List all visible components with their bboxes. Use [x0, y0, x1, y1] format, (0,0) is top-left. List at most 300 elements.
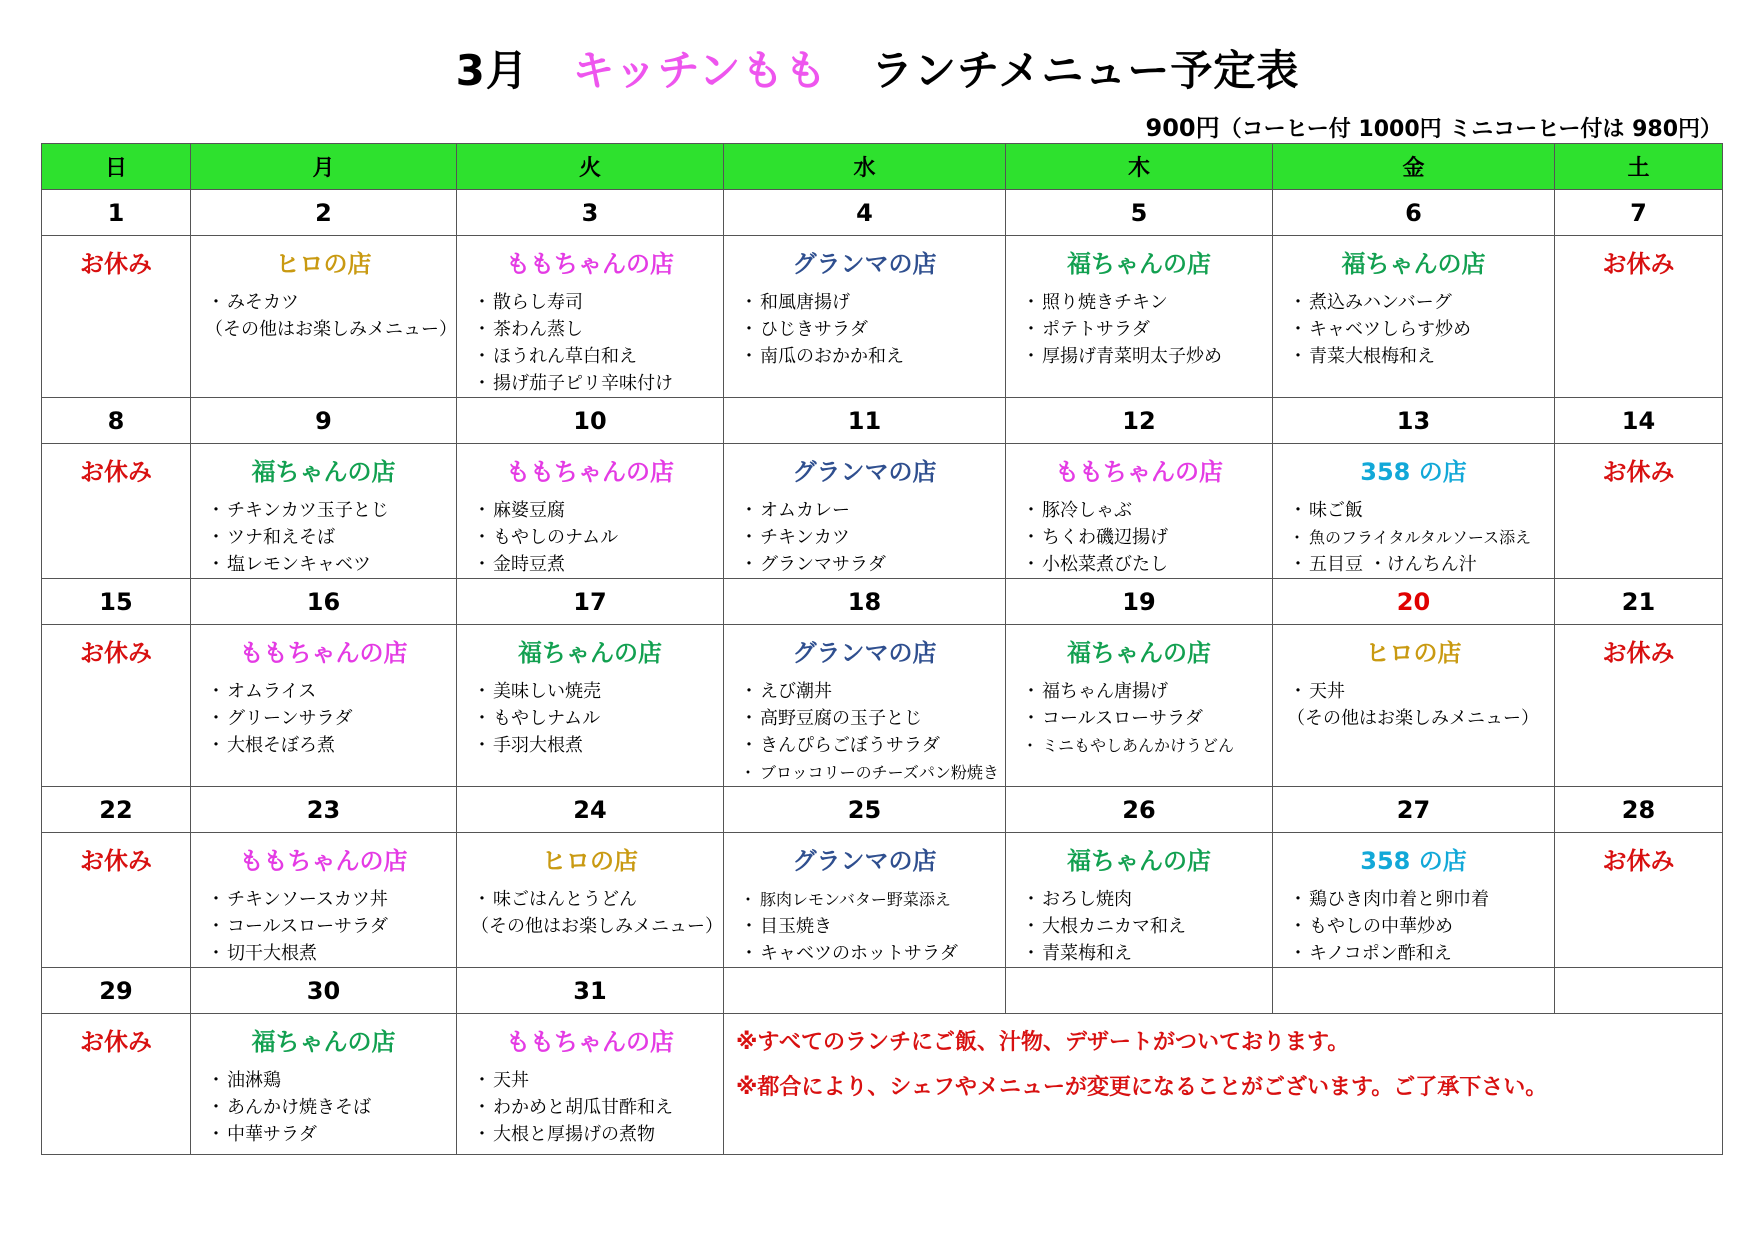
shop-name: お休み: [80, 458, 152, 486]
menu-item-text: 天丼: [1309, 681, 1345, 702]
shop-name: ヒロの店: [1365, 639, 1462, 667]
menu-item: [740, 289, 1005, 316]
bullet-icon: ・: [740, 346, 758, 367]
date-cell: 23: [191, 787, 457, 833]
bullet-icon: ・: [1289, 554, 1307, 575]
menu-cell: [42, 1014, 191, 1155]
bullet-icon: ・: [207, 735, 225, 756]
bullet-icon: ・: [740, 319, 758, 340]
menu-item-text: オムカレー: [760, 500, 850, 521]
menu-item: [1289, 940, 1554, 967]
title-text: ランチメニュー予定表: [871, 46, 1300, 95]
menu-cell: [457, 444, 724, 579]
weekday-fri: 金: [1273, 144, 1555, 190]
menu-row: [42, 444, 1723, 579]
menu-item-text: 豚肉レモンバター野菜添え: [760, 890, 951, 909]
menu-item-text: チキンソースカツ丼: [227, 889, 388, 910]
menu-item: [1289, 886, 1554, 913]
menu-item: [1022, 732, 1272, 759]
menu-item-text: 大根と厚揚げの煮物: [493, 1124, 655, 1145]
menu-item-text: ちくわ磯辺揚げ: [1042, 527, 1168, 548]
weekday-tue: 火: [457, 144, 724, 190]
menu-item-text: 手羽大根煮: [493, 735, 583, 756]
menu-row: [42, 236, 1723, 398]
menu-item: [207, 1121, 456, 1148]
bullet-icon: ・: [207, 292, 225, 313]
bullet-icon: ・: [1289, 346, 1307, 367]
menu-item-text: もやしナムル: [493, 708, 601, 729]
menu-list: [1273, 289, 1554, 370]
bullet-icon: ・: [473, 708, 491, 729]
menu-item: [1022, 343, 1272, 370]
bullet-icon: ・: [1022, 319, 1040, 340]
menu-item-text: あんかけ焼きそば: [227, 1097, 371, 1118]
menu-item: [1022, 886, 1272, 913]
price-main: 900円: [1145, 114, 1220, 142]
shop-name: 福ちゃんの店: [518, 639, 662, 667]
menu-item: [1289, 678, 1554, 705]
weekday-wed: 水: [724, 144, 1006, 190]
menu-cell: [457, 236, 724, 398]
menu-item: [473, 316, 723, 343]
bullet-icon: ・: [207, 527, 225, 548]
bullet-icon: ・: [1289, 916, 1307, 937]
menu-item: [207, 1094, 456, 1121]
menu-cell: [191, 444, 457, 579]
menu-list: [1006, 289, 1272, 370]
bullet-icon: ・: [740, 554, 758, 575]
bullet-icon: ・: [1022, 916, 1040, 937]
shop-name: ももちゃんの店: [1055, 458, 1223, 486]
menu-item-text: 麻婆豆腐: [493, 500, 565, 521]
menu-item: [207, 678, 456, 705]
menu-row: [42, 1014, 1723, 1155]
menu-item: [740, 316, 1005, 343]
bullet-icon: ・: [1022, 889, 1040, 910]
page-title: [0, 38, 1755, 98]
bullet-icon: ・: [207, 1097, 225, 1118]
bullet-icon: ・: [473, 346, 491, 367]
menu-item-text: 茶わん蒸し: [493, 319, 583, 340]
menu-item-text: 塩レモンキャベツ: [227, 554, 371, 575]
bullet-icon: ・: [1289, 319, 1307, 340]
bullet-icon: ・: [473, 500, 491, 521]
date-cell: 25: [724, 787, 1006, 833]
menu-item-text: おろし焼肉: [1042, 889, 1132, 910]
menu-item-text: 五目豆 ・けんちん汁: [1309, 554, 1477, 575]
shop-name: お休み: [1602, 250, 1675, 278]
date-cell: 5: [1006, 190, 1273, 236]
date-cell: 24: [457, 787, 724, 833]
date-cell: 12: [1006, 398, 1273, 444]
date-cell: 17: [457, 579, 724, 625]
bullet-icon: ・: [1289, 943, 1307, 964]
menu-item: [207, 940, 456, 967]
menu-item: [207, 886, 456, 913]
menu-item-text: 大根カニカマ和え: [1042, 916, 1186, 937]
bullet-icon: ・: [207, 500, 225, 521]
shop-name: お休み: [80, 847, 152, 875]
bullet-icon: ・: [740, 890, 757, 909]
menu-item: [740, 913, 1005, 940]
weekday-mon: 月: [191, 144, 457, 190]
date-row: [42, 579, 1723, 625]
menu-item-text: オムライス: [227, 681, 317, 702]
date-cell: 14: [1555, 398, 1723, 444]
menu-item: [207, 732, 456, 759]
menu-cell: [1273, 444, 1555, 579]
menu-item: [1289, 524, 1554, 551]
menu-item-text: もやしのナムル: [493, 527, 619, 548]
menu-cell: [1006, 444, 1273, 579]
menu-list: [457, 497, 723, 578]
menu-list: [1006, 678, 1272, 759]
menu-item: [740, 886, 1005, 913]
menu-item-text: キャベツしらす炒め: [1309, 319, 1471, 340]
menu-item-text: えび潮丼: [760, 681, 832, 702]
menu-item-text: 厚揚げ青菜明太子炒め: [1042, 346, 1222, 367]
bullet-icon: ・: [1022, 554, 1040, 575]
menu-item-text: 鶏ひき肉巾着と卵巾着: [1309, 889, 1489, 910]
bullet-icon: ・: [473, 681, 491, 702]
shop-name: お休み: [1602, 847, 1675, 875]
menu-item: [207, 551, 456, 578]
menu-item-text: 豚冷しゃぶ: [1042, 500, 1132, 521]
menu-item-text: ポテトサラダ: [1042, 319, 1150, 340]
bullet-icon: ・: [473, 889, 491, 910]
menu-item: [1289, 316, 1554, 343]
menu-list: [724, 497, 1005, 578]
menu-item-text: 味ごはんとうどん: [493, 889, 637, 910]
menu-cell: [1555, 444, 1723, 579]
menu-item: [1289, 289, 1554, 316]
menu-item-text: もやしの中華炒め: [1309, 916, 1453, 937]
menu-cell: [724, 236, 1006, 398]
bullet-icon: ・: [473, 373, 491, 394]
date-cell: 2: [191, 190, 457, 236]
bullet-icon: ・: [1022, 708, 1040, 729]
date-cell: 28: [1555, 787, 1723, 833]
menu-item: [1022, 497, 1272, 524]
date-cell: 1: [42, 190, 191, 236]
weekday-thu: 木: [1006, 144, 1273, 190]
bullet-icon: ・: [1022, 681, 1040, 702]
bullet-icon: ・: [473, 1070, 491, 1091]
date-cell: 22: [42, 787, 191, 833]
bullet-icon: ・: [207, 681, 225, 702]
shop-name: 福ちゃんの店: [1067, 639, 1211, 667]
notices: [724, 1014, 1722, 1110]
menu-cell: [42, 625, 191, 787]
shop-name: お休み: [1602, 639, 1675, 667]
menu-item-text: 青菜梅和え: [1042, 943, 1132, 964]
menu-list: [457, 678, 723, 759]
shop-name: 358 の店: [1360, 458, 1467, 486]
price-info: [1146, 108, 1722, 143]
menu-item-text: ブロッコリーのチーズパン粉焼き: [760, 763, 999, 782]
menu-cell: [1555, 236, 1723, 398]
bullet-icon: ・: [473, 1097, 491, 1118]
shop-name: グランマの店: [792, 847, 937, 875]
menu-cell: [1273, 236, 1555, 398]
menu-cell: [724, 833, 1006, 968]
menu-item: [473, 1094, 723, 1121]
shop-name: お休み: [80, 639, 152, 667]
bullet-icon: ・: [740, 943, 758, 964]
shop-name: 福ちゃんの店: [1067, 250, 1211, 278]
shop-name: ヒロの店: [542, 847, 638, 875]
menu-item-text: グランマサラダ: [760, 554, 886, 575]
date-row: [42, 190, 1723, 236]
date-row: [42, 787, 1723, 833]
bullet-icon: ・: [740, 916, 758, 937]
menu-list: [191, 289, 456, 316]
bullet-icon: ・: [740, 292, 758, 313]
menu-item-text: ツナ和えそば: [227, 527, 335, 548]
weekday-sun: 日: [42, 144, 191, 190]
menu-item-text: 照り焼きチキン: [1042, 292, 1168, 313]
menu-item: [740, 524, 1005, 551]
menu-cell: [191, 833, 457, 968]
menu-item-text: キノコポン酢和え: [1309, 943, 1452, 964]
bullet-icon: ・: [207, 1124, 225, 1145]
menu-note: （その他はお楽しみメニュー）: [1287, 708, 1539, 729]
menu-list: [724, 886, 1005, 967]
menu-item: [207, 913, 456, 940]
menu-item: [1289, 343, 1554, 370]
menu-item-text: 美味しい焼売: [493, 681, 601, 702]
bullet-icon: ・: [207, 708, 225, 729]
menu-item: [473, 524, 723, 551]
date-cell: 3: [457, 190, 724, 236]
menu-cell: [1273, 625, 1555, 787]
menu-item-text: 目玉焼き: [760, 916, 832, 937]
shop-name: ももちゃんの店: [506, 250, 674, 278]
menu-list: [1006, 886, 1272, 967]
menu-item-text: 揚げ茄子ピリ辛味付け: [493, 373, 673, 394]
menu-cell: [1273, 833, 1555, 968]
date-cell: 15: [42, 579, 191, 625]
menu-item: [473, 289, 723, 316]
bullet-icon: ・: [740, 681, 758, 702]
menu-cell: [457, 625, 724, 787]
menu-item: [1022, 316, 1272, 343]
bullet-icon: ・: [740, 527, 758, 548]
menu-cell: [457, 1014, 724, 1155]
shop-name: 福ちゃんの店: [1067, 847, 1211, 875]
shop-name: お休み: [1602, 458, 1675, 486]
bullet-icon: ・: [1022, 736, 1039, 755]
menu-cell: [191, 1014, 457, 1155]
shop-name: お休み: [80, 250, 152, 278]
date-cell: 20: [1273, 579, 1555, 625]
shop-name: グランマの店: [792, 639, 937, 667]
bullet-icon: ・: [1289, 500, 1307, 521]
menu-item-text: 青菜大根梅和え: [1309, 346, 1435, 367]
menu-item: [1022, 524, 1272, 551]
menu-item: [740, 705, 1005, 732]
menu-item-text: コールスローサラダ: [1042, 708, 1203, 729]
date-cell: 11: [724, 398, 1006, 444]
bullet-icon: ・: [1289, 889, 1307, 910]
shop-name: 福ちゃんの店: [1341, 250, 1486, 278]
menu-cell: [42, 236, 191, 398]
menu-calendar: [41, 143, 1723, 1155]
menu-list: [457, 1067, 723, 1148]
menu-item-text: チキンカツ玉子とじ: [227, 500, 389, 521]
shop-name: ももちゃんの店: [506, 458, 674, 486]
bullet-icon: ・: [1022, 527, 1040, 548]
menu-list: [724, 678, 1005, 786]
menu-item-text: みそカツ: [227, 292, 299, 313]
menu-row: [42, 833, 1723, 968]
menu-cell: [42, 833, 191, 968]
menu-cell: [191, 625, 457, 787]
date-row: [42, 398, 1723, 444]
menu-item: [1289, 913, 1554, 940]
menu-item-text: ひじきサラダ: [760, 319, 868, 340]
date-cell: 30: [191, 968, 457, 1014]
menu-item: [1022, 705, 1272, 732]
date-cell: 21: [1555, 579, 1723, 625]
date-cell: 9: [191, 398, 457, 444]
date-cell: 31: [457, 968, 724, 1014]
menu-item: [207, 497, 456, 524]
menu-list: [191, 886, 456, 967]
menu-item: [740, 497, 1005, 524]
date-cell: 16: [191, 579, 457, 625]
menu-item-text: 金時豆煮: [493, 554, 565, 575]
menu-item-text: 切干大根煮: [227, 943, 317, 964]
date-cell: 7: [1555, 190, 1723, 236]
menu-list: [457, 289, 723, 397]
price-detail: （コーヒー付 1000円 ミニコーヒー付は 980円）: [1219, 117, 1722, 142]
date-cell: 29: [42, 968, 191, 1014]
bullet-icon: ・: [473, 554, 491, 575]
menu-item-text: 味ご飯: [1309, 500, 1363, 521]
notice-text: ※すべてのランチにご飯、汁物、デザートがついております。: [736, 1030, 1350, 1055]
menu-item: [473, 343, 723, 370]
menu-item-text: わかめと胡瓜甘酢和え: [493, 1097, 673, 1118]
menu-item: [740, 551, 1005, 578]
menu-item: [207, 289, 456, 316]
menu-item: [1022, 551, 1272, 578]
menu-list: [724, 289, 1005, 370]
menu-item-text: ほうれん草白和え: [493, 346, 637, 367]
bullet-icon: ・: [1289, 528, 1306, 547]
bullet-icon: ・: [207, 916, 225, 937]
menu-item: [740, 732, 1005, 759]
menu-list: [457, 886, 723, 913]
shop-name: お休み: [80, 1028, 152, 1056]
menu-item: [473, 1121, 723, 1148]
date-cell: 27: [1273, 787, 1555, 833]
menu-item: [473, 732, 723, 759]
shop-name: ももちゃんの店: [239, 639, 408, 667]
menu-note: （その他はお楽しみメニュー）: [471, 916, 723, 937]
menu-item: [1022, 913, 1272, 940]
bullet-icon: ・: [473, 319, 491, 340]
menu-item-text: ミニもやしあんかけうどん: [1042, 736, 1235, 755]
menu-item-text: チキンカツ: [760, 527, 850, 548]
bullet-icon: ・: [740, 763, 757, 782]
menu-item-text: コールスローサラダ: [227, 916, 388, 937]
date-cell: 19: [1006, 579, 1273, 625]
menu-list: [1273, 497, 1554, 578]
bullet-icon: ・: [207, 943, 225, 964]
shop-name: ももちゃんの店: [239, 847, 408, 875]
weekday-sat: 土: [1555, 144, 1723, 190]
menu-item: [1289, 497, 1554, 524]
empty-date-cell: [1273, 968, 1555, 1014]
menu-list: [191, 1067, 456, 1148]
menu-item: [1022, 289, 1272, 316]
menu-cell: [191, 236, 457, 398]
menu-item-text: 南瓜のおかか和え: [760, 346, 904, 367]
bullet-icon: ・: [1289, 292, 1307, 313]
menu-cell: [1006, 625, 1273, 787]
bullet-icon: ・: [1022, 500, 1040, 521]
bullet-icon: ・: [1289, 681, 1307, 702]
menu-list: [191, 678, 456, 759]
menu-item: [207, 705, 456, 732]
bullet-icon: ・: [473, 735, 491, 756]
date-cell: 10: [457, 398, 724, 444]
menu-item: [740, 343, 1005, 370]
menu-list: [191, 497, 456, 578]
menu-item-text: 魚のフライタルタルソース添え: [1309, 528, 1532, 547]
date-cell: 26: [1006, 787, 1273, 833]
menu-item-text: 天丼: [493, 1070, 529, 1091]
menu-list: [1006, 497, 1272, 578]
bullet-icon: ・: [473, 527, 491, 548]
menu-cell: [1006, 236, 1273, 398]
bullet-icon: ・: [1022, 292, 1040, 313]
bullet-icon: ・: [207, 1070, 225, 1091]
date-row: [42, 968, 1723, 1014]
menu-item: [1289, 551, 1554, 578]
menu-cell: [1555, 833, 1723, 968]
menu-cell: [724, 625, 1006, 787]
shop-name: 福ちゃんの店: [251, 1028, 396, 1056]
menu-cell: [724, 444, 1006, 579]
menu-item: [473, 1067, 723, 1094]
notice-cell: [724, 1014, 1723, 1155]
menu-item-text: キャベツのホットサラダ: [760, 943, 958, 964]
shop-name: 福ちゃんの店: [251, 458, 396, 486]
bullet-icon: ・: [207, 889, 225, 910]
date-cell: 6: [1273, 190, 1555, 236]
menu-item: [1022, 940, 1272, 967]
bullet-icon: ・: [740, 500, 758, 521]
empty-date-cell: [1555, 968, 1723, 1014]
shop-name: グランマの店: [792, 458, 937, 486]
bullet-icon: ・: [207, 554, 225, 575]
date-cell: 13: [1273, 398, 1555, 444]
menu-item: [740, 678, 1005, 705]
bullet-icon: ・: [1022, 943, 1040, 964]
menu-item: [740, 759, 1005, 786]
menu-item: [473, 370, 723, 397]
date-cell: 4: [724, 190, 1006, 236]
menu-row: [42, 625, 1723, 787]
menu-list: [1273, 678, 1554, 705]
title-month: 3月: [455, 46, 529, 95]
menu-item-text: 煮込みハンバーグ: [1309, 292, 1452, 313]
menu-item: [473, 551, 723, 578]
menu-cell: [457, 833, 724, 968]
weekday-header-row: [42, 144, 1723, 190]
